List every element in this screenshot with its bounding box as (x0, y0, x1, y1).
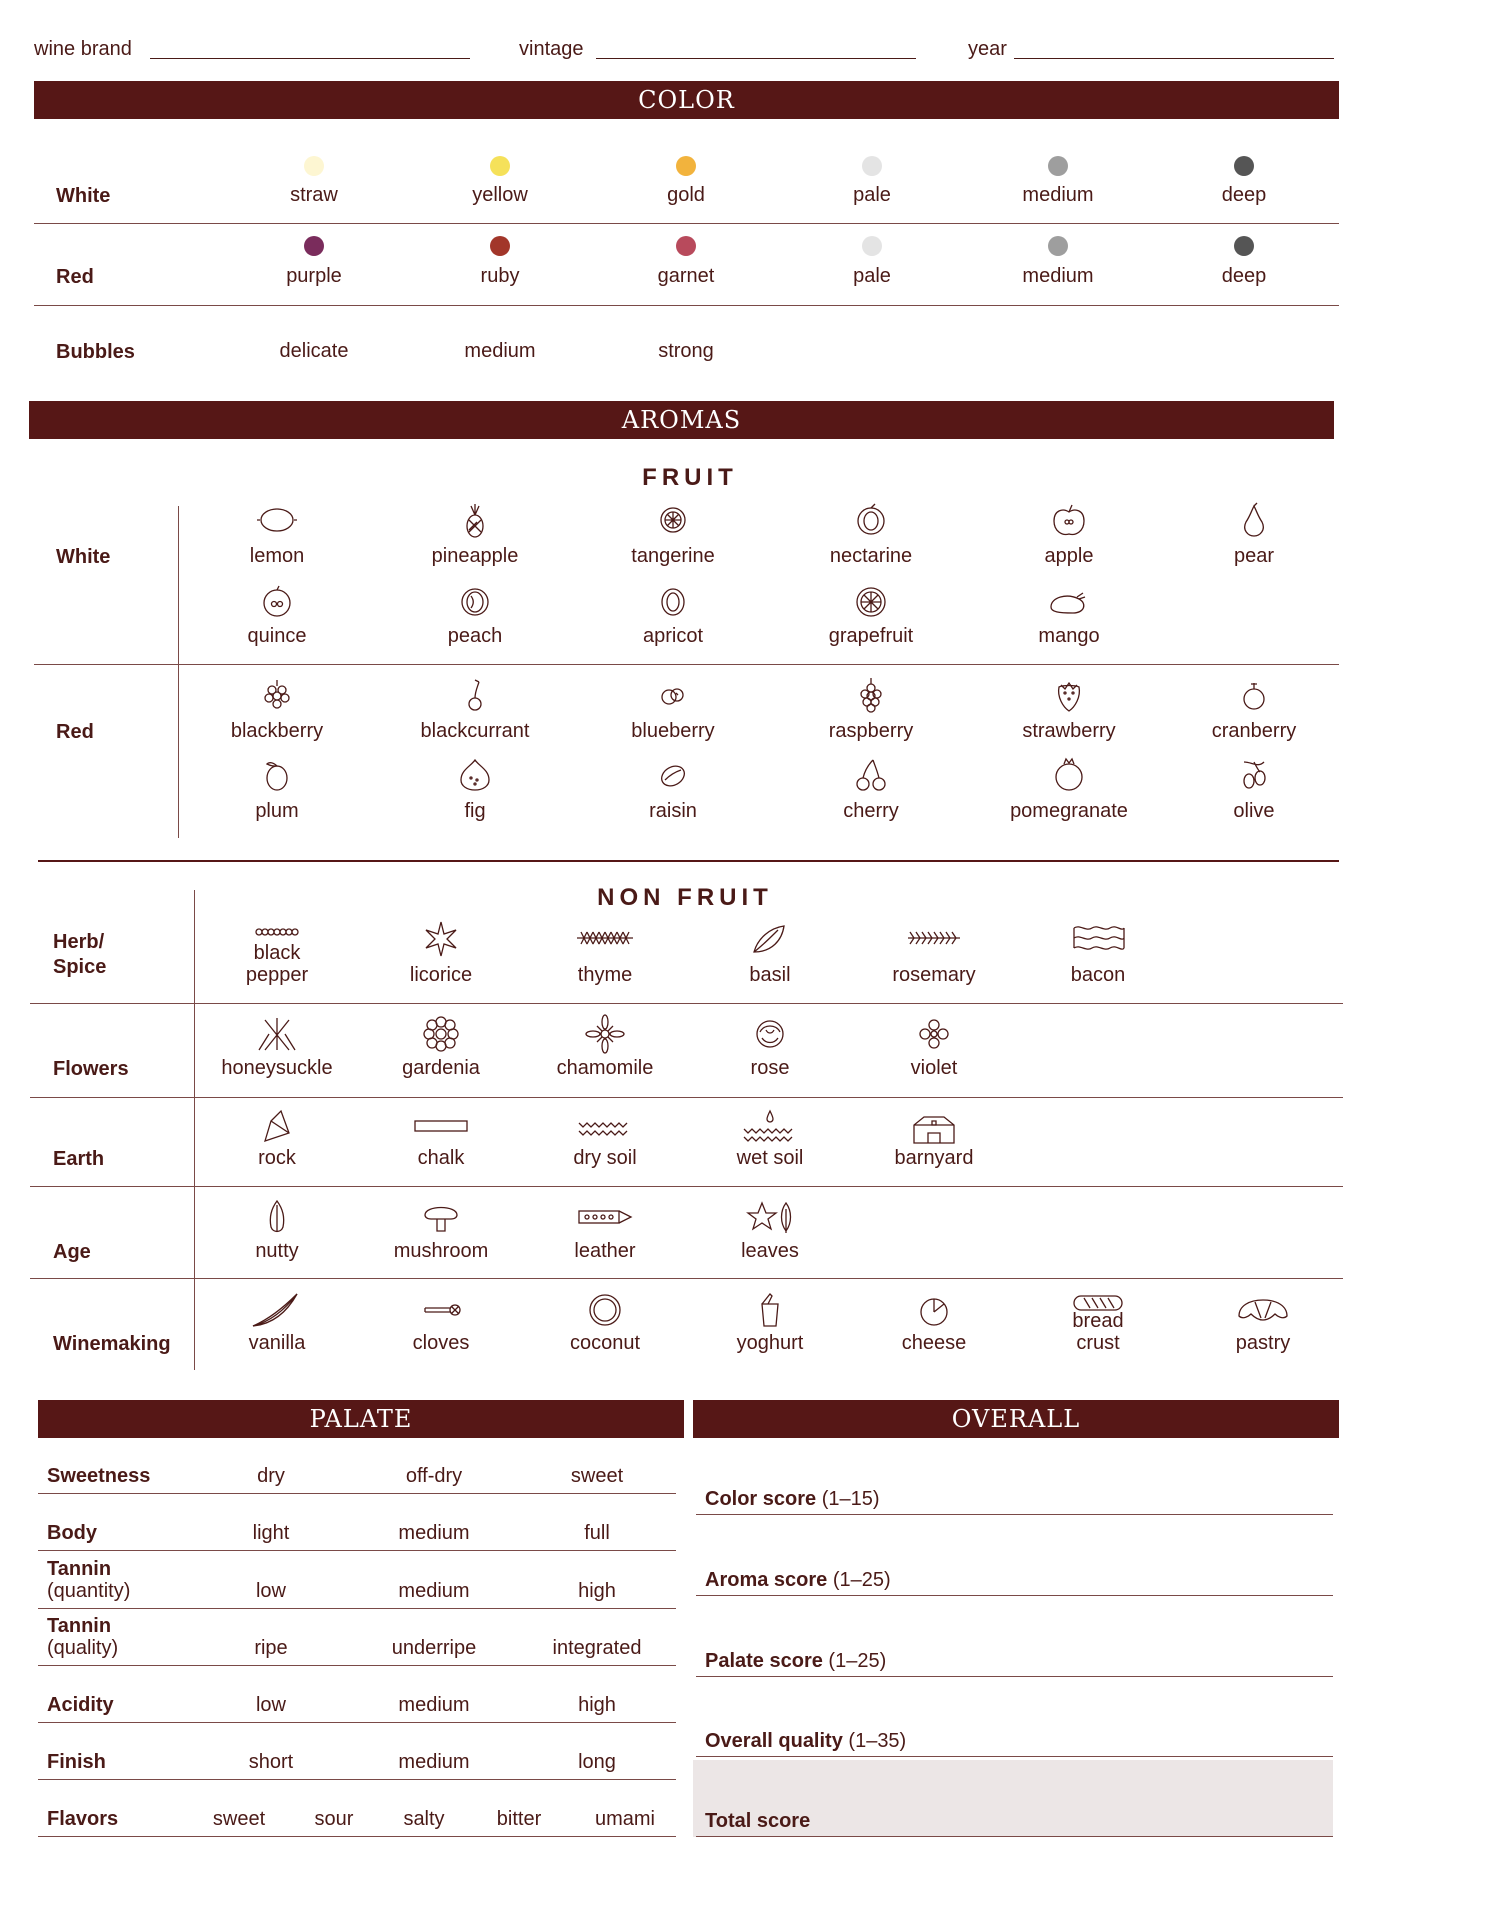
vintage-label: vintage (519, 38, 584, 60)
divider (38, 1665, 676, 1666)
aroma-icon-wrapper (904, 918, 964, 958)
aroma-icon-wrapper (445, 581, 505, 621)
divider (38, 1550, 676, 1551)
palate-option[interactable]: long (578, 1751, 616, 1773)
palate-row-label: Flavors (47, 1808, 119, 1830)
aroma-icon-wrapper (247, 754, 307, 794)
palate-option[interactable]: light (252, 1522, 290, 1544)
aroma-option[interactable]: bacon (1070, 964, 1126, 986)
aroma-option[interactable]: apple (1044, 545, 1094, 567)
divider (696, 1836, 1333, 1837)
color-option-white[interactable]: medium (1022, 184, 1094, 206)
aroma-option[interactable]: chalk (417, 1147, 465, 1169)
aroma-option[interactable]: blackberry (230, 720, 324, 742)
apple-icon (1039, 500, 1099, 540)
raisin-icon (643, 754, 703, 794)
divider (696, 1676, 1333, 1677)
flavor-option[interactable]: sour (314, 1808, 354, 1830)
aroma-icon-wrapper (575, 1290, 635, 1330)
palate-option[interactable]: integrated (552, 1637, 642, 1659)
color-red-label: Red (56, 266, 94, 288)
aroma-option[interactable]: raspberry (828, 720, 914, 742)
blackcurrant-icon (445, 675, 505, 715)
palate-option[interactable]: ripe (254, 1637, 288, 1659)
aroma-option[interactable]: wet soil (736, 1147, 804, 1169)
flowers-label: Flowers (53, 1058, 129, 1080)
strawberry-icon (1039, 675, 1099, 715)
color-option-white[interactable]: pale (853, 184, 891, 206)
divider (38, 1608, 676, 1609)
tangerine-icon (643, 500, 703, 540)
grapefruit-icon (841, 581, 901, 621)
aroma-option[interactable]: plum (255, 800, 299, 822)
aroma-option[interactable]: basil (749, 964, 791, 986)
aroma-icon-wrapper (1039, 500, 1099, 540)
aroma-icon-wrapper (1224, 675, 1284, 715)
quince-icon (247, 581, 307, 621)
chamomile-icon (575, 1014, 635, 1054)
overall-score-field[interactable]: Color score (1–15) (705, 1488, 880, 1510)
mango-icon (1039, 581, 1099, 621)
barnyard-icon (904, 1107, 964, 1147)
aroma-option[interactable]: cheese (901, 1332, 967, 1354)
aroma-icon-wrapper (247, 1197, 307, 1237)
herb-spice-label: Herb/ Spice (53, 931, 107, 978)
aroma-icon-wrapper (643, 581, 703, 621)
aroma-icon-wrapper (740, 918, 800, 958)
flavor-option[interactable]: umami (594, 1808, 655, 1830)
yoghurt-cup-icon (740, 1290, 800, 1330)
palate-option[interactable]: underripe (391, 1637, 477, 1659)
aroma-option[interactable]: blueberry (631, 720, 715, 742)
divider (696, 1595, 1333, 1596)
licorice-icon (411, 918, 471, 958)
flavor-option[interactable]: bitter (496, 1808, 542, 1830)
aroma-option[interactable]: leaves (741, 1240, 799, 1262)
bubbles-label: Bubbles (56, 341, 135, 363)
color-swatch-white[interactable] (490, 156, 510, 176)
color-swatch-white[interactable] (304, 156, 324, 176)
violet-icon (904, 1014, 964, 1054)
bubbles-option[interactable]: delicate (279, 340, 349, 362)
non-fruit-subheading: NON FRUIT (597, 884, 773, 911)
palate-option[interactable]: high (578, 1580, 616, 1602)
pear-icon (1224, 500, 1284, 540)
earth-label: Earth (53, 1148, 105, 1170)
cranberry-icon (1224, 675, 1284, 715)
color-swatch-red[interactable] (676, 236, 696, 256)
aroma-icon-wrapper (841, 675, 901, 715)
aroma-option[interactable]: thyme (577, 964, 633, 986)
aroma-icon-wrapper (411, 1107, 471, 1147)
palate-option[interactable]: low (255, 1580, 286, 1602)
aroma-option[interactable]: mango (1038, 625, 1100, 647)
basil-icon (740, 918, 800, 958)
palate-option[interactable]: high (578, 1694, 616, 1716)
aroma-option[interactable]: blackcurrant (420, 720, 530, 742)
aroma-option[interactable]: yoghurt (736, 1332, 804, 1354)
aroma-option[interactable]: dry soil (573, 1147, 637, 1169)
honeysuckle-icon (247, 1014, 307, 1054)
aroma-icon-wrapper (643, 754, 703, 794)
divider (38, 860, 1339, 862)
palate-option[interactable]: medium (398, 1694, 470, 1716)
flavor-option[interactable]: salty (403, 1808, 445, 1830)
wine-brand-field[interactable] (150, 58, 470, 59)
bubbles-option[interactable]: medium (464, 340, 536, 362)
divider (38, 1493, 676, 1494)
color-swatch-red[interactable] (1234, 236, 1254, 256)
aroma-option[interactable]: licorice (409, 964, 473, 986)
wine-brand-label: wine brand (34, 38, 132, 60)
color-swatch-white[interactable] (862, 156, 882, 176)
palate-section-header: PALATE (38, 1400, 684, 1438)
gardenia-icon (411, 1014, 471, 1054)
color-option-red[interactable]: purple (286, 265, 342, 287)
palate-row-label: Body (47, 1522, 97, 1544)
palate-option[interactable]: full (584, 1522, 610, 1544)
overall-score-field[interactable]: Aroma score (1–25) (705, 1569, 891, 1591)
color-option-white[interactable]: gold (667, 184, 705, 206)
aroma-option[interactable]: nectarine (829, 545, 913, 567)
olive-icon (1224, 754, 1284, 794)
color-option-white[interactable]: straw (290, 184, 338, 206)
fruit-red-label: Red (56, 721, 94, 743)
palate-row-label: Tannin (quantity) (47, 1558, 131, 1602)
color-option-white[interactable]: yellow (472, 184, 528, 206)
apricot-icon (643, 581, 703, 621)
aroma-icon-wrapper (841, 500, 901, 540)
aroma-icon-wrapper (247, 581, 307, 621)
aroma-icon-wrapper (575, 1197, 635, 1237)
aroma-icon-wrapper (1039, 754, 1099, 794)
aroma-option[interactable]: rose (750, 1057, 790, 1079)
palate-option[interactable]: medium (398, 1751, 470, 1773)
peach-icon (445, 581, 505, 621)
aroma-icon-wrapper (411, 1197, 471, 1237)
aroma-icon-wrapper (411, 1290, 471, 1330)
overall-score-field[interactable]: Palate score (1–25) (705, 1650, 887, 1672)
divider (696, 1514, 1333, 1515)
color-swatch-red[interactable] (304, 236, 324, 256)
aroma-icon-wrapper (740, 1107, 800, 1147)
aroma-icon-wrapper (740, 1290, 800, 1330)
mushroom-icon (411, 1197, 471, 1237)
palate-option[interactable]: medium (398, 1522, 470, 1544)
aroma-option[interactable]: raisin (649, 800, 697, 822)
color-option-red[interactable]: medium (1022, 265, 1094, 287)
aroma-icon-wrapper (445, 675, 505, 715)
palate-option[interactable]: short (248, 1751, 294, 1773)
aroma-option[interactable]: lemon (249, 545, 305, 567)
aroma-option[interactable]: honeysuckle (221, 1057, 333, 1079)
aroma-icon-wrapper (904, 1107, 964, 1147)
color-option-red[interactable]: garnet (657, 265, 715, 287)
rosemary-icon (904, 918, 964, 958)
aroma-icon-wrapper (740, 1014, 800, 1054)
nectarine-icon (841, 500, 901, 540)
aroma-icon-wrapper (575, 1107, 635, 1147)
divider (178, 506, 179, 838)
aroma-option[interactable]: quince (247, 625, 307, 647)
color-swatch-white[interactable] (676, 156, 696, 176)
pastry-icon (1233, 1290, 1293, 1330)
nut-icon (247, 1197, 307, 1237)
aroma-icon-wrapper (445, 500, 505, 540)
vintage-field[interactable] (596, 58, 916, 59)
divider (30, 1097, 1343, 1098)
aroma-option[interactable]: coconut (569, 1332, 641, 1354)
color-swatch-red[interactable] (1048, 236, 1068, 256)
color-white-label: White (56, 185, 111, 207)
thyme-icon (575, 918, 635, 958)
color-swatch-red[interactable] (490, 236, 510, 256)
aroma-option[interactable]: cranberry (1211, 720, 1297, 742)
color-option-red[interactable]: pale (853, 265, 891, 287)
aroma-option[interactable]: grapefruit (828, 625, 914, 647)
palate-row-label: Finish (47, 1751, 106, 1773)
pomegranate-icon (1039, 754, 1099, 794)
color-option-red[interactable]: ruby (480, 265, 520, 287)
overall-section-header: OVERALL (693, 1400, 1339, 1438)
divider (38, 1722, 676, 1723)
clove-icon (411, 1290, 471, 1330)
blueberry-icon (643, 675, 703, 715)
aroma-option[interactable]: rosemary (892, 964, 976, 986)
palate-option[interactable]: sweet (570, 1465, 624, 1487)
aroma-option[interactable]: vanilla (248, 1332, 306, 1354)
aroma-icon-wrapper (247, 675, 307, 715)
aroma-option[interactable]: apricot (642, 625, 704, 647)
aroma-option[interactable]: pear (1233, 545, 1275, 567)
palate-option[interactable]: medium (398, 1580, 470, 1602)
plum-icon (247, 754, 307, 794)
vanilla-pod-icon (247, 1290, 307, 1330)
aroma-icon-wrapper (841, 581, 901, 621)
aroma-option[interactable]: bread crust (1072, 1310, 1124, 1354)
rock-icon (247, 1107, 307, 1147)
aroma-option[interactable]: rock (258, 1147, 296, 1169)
aroma-icon-wrapper (1233, 1290, 1293, 1330)
aroma-option[interactable]: cloves (412, 1332, 470, 1354)
chalk-icon (411, 1107, 471, 1147)
aroma-icon-wrapper (1039, 675, 1099, 715)
aroma-option[interactable]: peach (447, 625, 503, 647)
fruit-white-label: White (56, 546, 111, 568)
aroma-icon-wrapper (1224, 500, 1284, 540)
aroma-icon-wrapper (411, 918, 471, 958)
age-label: Age (53, 1241, 91, 1263)
blackberry-icon (247, 675, 307, 715)
color-swatch-white[interactable] (1234, 156, 1254, 176)
rose-icon (740, 1014, 800, 1054)
aroma-option[interactable]: chamomile (556, 1057, 654, 1079)
cheese-icon (904, 1290, 964, 1330)
dry-soil-icon (575, 1107, 635, 1147)
divider (38, 1836, 676, 1837)
aroma-icon-wrapper (575, 1014, 635, 1054)
aroma-icon-wrapper (247, 1290, 307, 1330)
palate-option[interactable]: low (255, 1694, 286, 1716)
aroma-icon-wrapper (247, 1107, 307, 1147)
bubbles-option[interactable]: strong (658, 340, 714, 362)
aroma-icon-wrapper (575, 918, 635, 958)
leather-belt-icon (575, 1197, 635, 1237)
aroma-icon-wrapper (841, 754, 901, 794)
color-swatch-white[interactable] (1048, 156, 1068, 176)
aroma-icon-wrapper (904, 1290, 964, 1330)
aroma-option[interactable]: leather (574, 1240, 636, 1262)
aroma-icon-wrapper (643, 500, 703, 540)
divider (34, 223, 1339, 224)
aroma-option[interactable]: pineapple (431, 545, 519, 567)
divider (30, 1186, 1343, 1187)
aroma-option[interactable]: mushroom (393, 1240, 489, 1262)
color-option-red[interactable]: deep (1221, 265, 1267, 287)
divider (34, 664, 1339, 665)
aroma-icon-wrapper (445, 754, 505, 794)
aroma-icon-wrapper (643, 675, 703, 715)
divider (34, 305, 1339, 306)
flavor-option[interactable]: sweet (212, 1808, 266, 1830)
color-option-white[interactable]: deep (1221, 184, 1267, 206)
aroma-option[interactable]: pomegranate (1010, 800, 1128, 822)
leaves-icon (740, 1197, 800, 1237)
lemon-icon (247, 500, 307, 540)
aroma-option[interactable]: gardenia (402, 1057, 480, 1079)
aroma-option[interactable]: barnyard (894, 1147, 974, 1169)
color-swatch-red[interactable] (862, 236, 882, 256)
aromas-section-header: AROMAS (29, 401, 1334, 439)
aroma-option[interactable]: cherry (843, 800, 899, 822)
aroma-option[interactable]: tangerine (631, 545, 715, 567)
aroma-icon-wrapper (1039, 581, 1099, 621)
palate-option[interactable]: dry (257, 1465, 285, 1487)
divider (38, 1779, 676, 1780)
aroma-option[interactable]: pastry (1235, 1332, 1291, 1354)
palate-row-label: Acidity (47, 1694, 114, 1716)
aroma-icon-wrapper (247, 1014, 307, 1054)
palate-option[interactable]: off-dry (405, 1465, 463, 1487)
aroma-option[interactable]: black pepper (245, 942, 309, 986)
aroma-icon-wrapper (740, 1197, 800, 1237)
divider (696, 1756, 1333, 1757)
raspberry-icon (841, 675, 901, 715)
aroma-icon-wrapper (1224, 754, 1284, 794)
aroma-icon-wrapper (904, 1014, 964, 1054)
wet-soil-icon (740, 1107, 800, 1147)
coconut-icon (575, 1290, 635, 1330)
color-section-header: COLOR (34, 81, 1339, 119)
aroma-option[interactable]: fig (464, 800, 486, 822)
overall-score-field[interactable]: Overall quality (1–35) (705, 1730, 907, 1752)
palate-row-label: Sweetness (47, 1465, 151, 1487)
aroma-option[interactable]: olive (1233, 800, 1275, 822)
aroma-option[interactable]: violet (910, 1057, 958, 1079)
aroma-icon-wrapper (411, 1014, 471, 1054)
winemaking-label: Winemaking (53, 1333, 171, 1355)
aroma-option[interactable]: strawberry (1022, 720, 1116, 742)
cherry-icon (841, 754, 901, 794)
palate-row-label: Tannin (quality) (47, 1615, 119, 1659)
bacon-icon (1068, 918, 1128, 958)
year-label: year (968, 38, 1007, 60)
overall-score-field[interactable]: Total score (705, 1810, 811, 1832)
divider (30, 1003, 1343, 1004)
fruit-subheading: FRUIT (642, 464, 738, 491)
divider (30, 1278, 1343, 1279)
pineapple-icon (445, 500, 505, 540)
aroma-icon-wrapper (1068, 918, 1128, 958)
year-field[interactable] (1014, 58, 1334, 59)
aroma-icon-wrapper (247, 500, 307, 540)
aroma-option[interactable]: nutty (255, 1240, 299, 1262)
fig-icon (445, 754, 505, 794)
